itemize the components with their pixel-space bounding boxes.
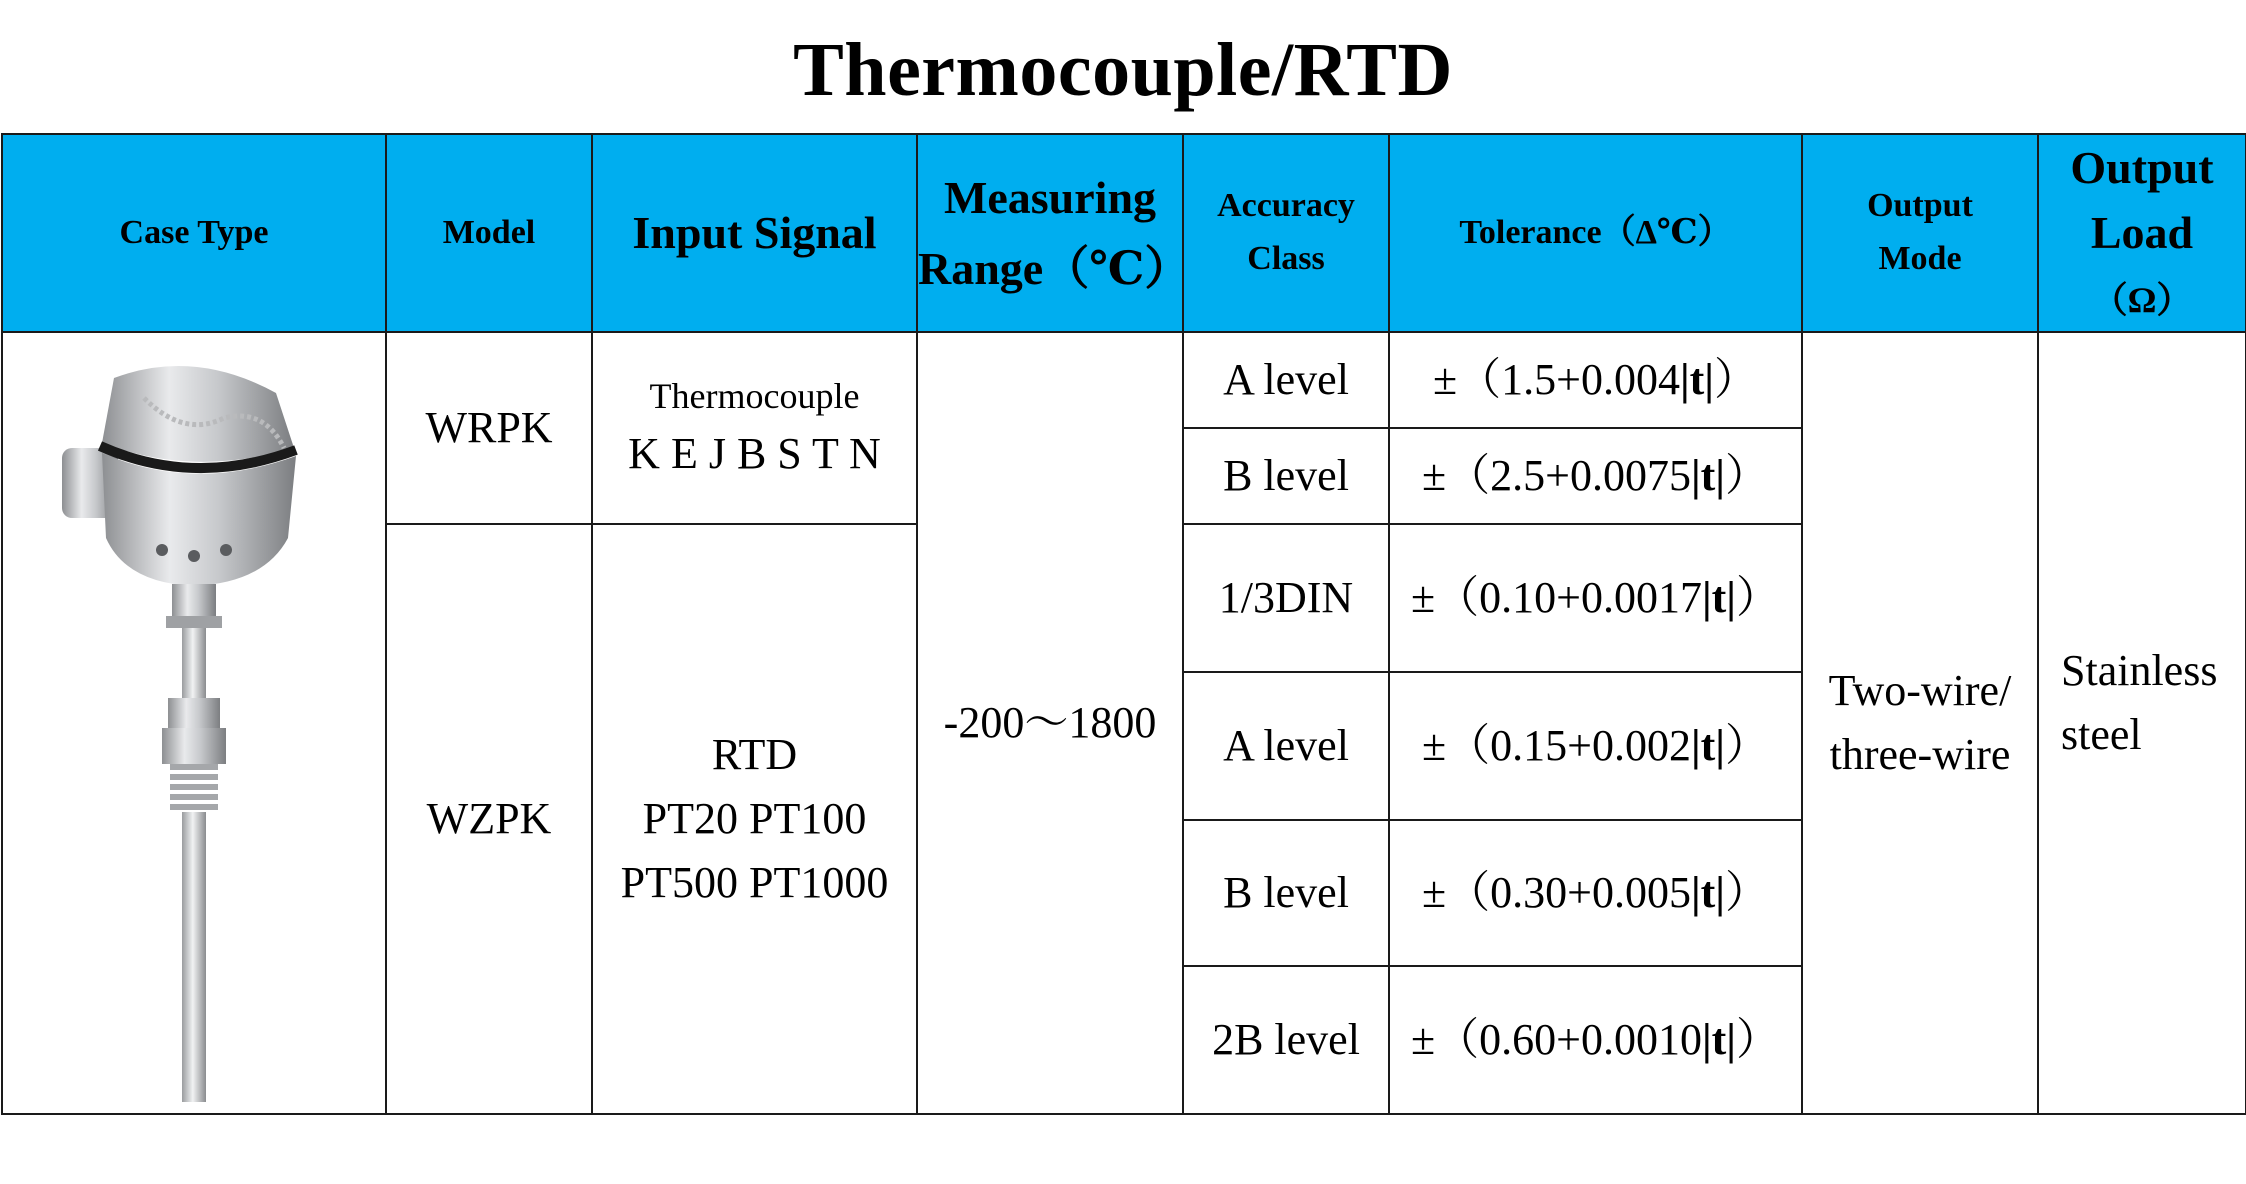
tolerance-formula: ±（2.5+0.0075 bbox=[1422, 451, 1691, 501]
tolerance-formula: ±（0.15+0.002 bbox=[1422, 721, 1691, 771]
tolerance-value bbox=[1389, 820, 1802, 966]
tolerance-value bbox=[1389, 966, 1802, 1114]
accuracy-class: B level bbox=[1183, 428, 1389, 524]
tolerance-variable: |t| bbox=[1690, 868, 1725, 918]
accuracy-class: 1/3DIN bbox=[1183, 524, 1389, 672]
header-output-load-l2: Load bbox=[2090, 206, 2194, 258]
output-load-l2: steel bbox=[2061, 710, 2142, 759]
table-row bbox=[2, 332, 2246, 428]
header-output-mode-l1: Output bbox=[1867, 187, 1973, 225]
page-title: Thermocouple/RTD bbox=[793, 28, 1453, 112]
input-signal-thermocouple-l1: Thermocouple bbox=[649, 376, 860, 416]
output-load-l1: Stainless bbox=[2061, 646, 2218, 696]
input-signal-rtd-l1: RTD bbox=[711, 730, 798, 780]
header-measuring-range bbox=[917, 134, 1191, 332]
header-accuracy-l2: Class bbox=[1247, 240, 1325, 277]
input-signal-rtd-l2: PT20 PT100 bbox=[642, 794, 867, 844]
tolerance-formula: ±（0.10+0.0017 bbox=[1411, 573, 1702, 623]
output-mode-l1: Two-wire/ bbox=[1828, 666, 2012, 716]
tolerance-close: ） bbox=[1736, 573, 1780, 623]
tolerance-formula: ±（0.30+0.005 bbox=[1422, 868, 1691, 918]
tolerance-variable: |t| bbox=[1690, 721, 1725, 771]
header-measuring-range-l2: Range（℃） bbox=[918, 243, 1191, 294]
input-signal-rtd bbox=[592, 524, 917, 1114]
header-row bbox=[2, 134, 2246, 332]
input-signal-thermocouple bbox=[592, 332, 917, 524]
spec-table bbox=[1, 133, 2246, 1115]
output-mode-l2: three-wire bbox=[1829, 730, 2011, 779]
header-output-load-l1: Output bbox=[2070, 142, 2214, 194]
tolerance-close: ） bbox=[1725, 868, 1769, 918]
model-wzpk: WZPK bbox=[386, 524, 592, 1114]
input-signal-thermocouple-l2: K E J B S T N bbox=[628, 429, 881, 479]
header-accuracy-class bbox=[1183, 134, 1389, 332]
accuracy-class: A level bbox=[1183, 332, 1389, 428]
tolerance-formula: ±（0.60+0.0010 bbox=[1411, 1015, 1702, 1065]
case-type-image-cell bbox=[2, 332, 386, 1114]
model-wrpk: WRPK bbox=[386, 332, 592, 524]
output-load-value bbox=[2038, 332, 2246, 1114]
tolerance-close: ） bbox=[1725, 721, 1769, 771]
tolerance-close: ） bbox=[1725, 451, 1769, 501]
tolerance-close: ） bbox=[1736, 1015, 1780, 1065]
tolerance-variable: |t| bbox=[1701, 573, 1736, 623]
header-output-load bbox=[2038, 134, 2246, 332]
input-signal-rtd-l3: PT500 PT1000 bbox=[620, 857, 889, 907]
accuracy-class: A level bbox=[1183, 672, 1389, 820]
tolerance-variable: |t| bbox=[1690, 451, 1725, 501]
header-model: Model bbox=[386, 134, 592, 332]
tolerance-variable: |t| bbox=[1701, 1015, 1736, 1065]
tolerance-variable: |t| bbox=[1679, 355, 1714, 405]
output-mode-value bbox=[1802, 332, 2038, 1114]
header-accuracy-l1: Accuracy bbox=[1217, 187, 1355, 225]
header-output-mode bbox=[1802, 134, 2038, 332]
tolerance-value bbox=[1389, 672, 1802, 820]
header-output-mode-l2: Mode bbox=[1878, 240, 1962, 277]
thermocouple-probe-image bbox=[44, 338, 344, 1108]
header-output-load-l3: （Ω） bbox=[2091, 280, 2193, 321]
header-case-type: Case Type bbox=[2, 134, 386, 332]
tolerance-formula: ±（1.5+0.004 bbox=[1433, 355, 1680, 405]
tolerance-close: ） bbox=[1714, 355, 1758, 405]
header-tolerance: Tolerance（Δ℃） bbox=[1389, 134, 1802, 332]
header-input-signal: Input Signal bbox=[592, 134, 917, 332]
measuring-range-value: -200～1800 bbox=[917, 332, 1183, 1114]
header-measuring-range-l1: Measuring bbox=[943, 171, 1157, 223]
accuracy-class: B level bbox=[1183, 820, 1389, 966]
tolerance-value bbox=[1389, 428, 1802, 524]
accuracy-class: 2B level bbox=[1183, 966, 1389, 1114]
tolerance-value bbox=[1389, 524, 1802, 672]
tolerance-value bbox=[1389, 332, 1802, 428]
